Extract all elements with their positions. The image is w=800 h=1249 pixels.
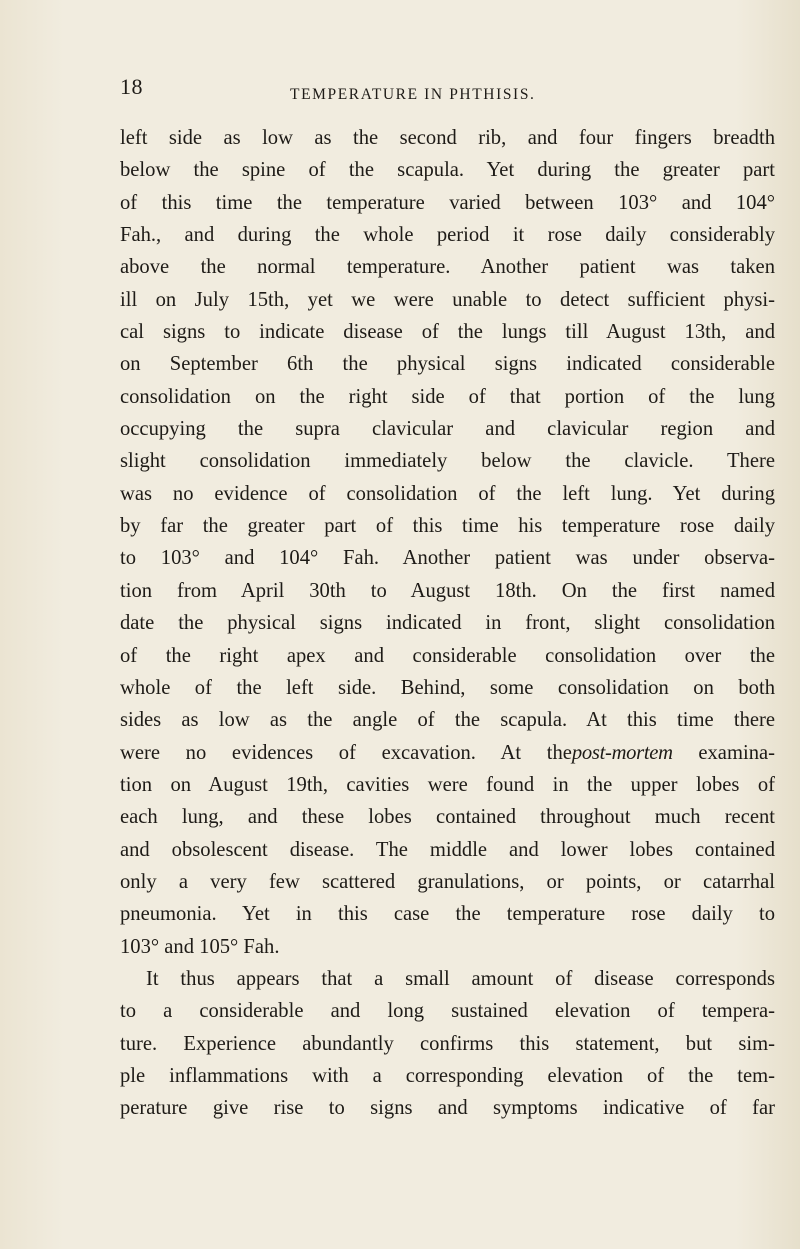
text-line: and obsolescent disease. The middle and lower lobes contained xyxy=(120,838,775,861)
text-line: 103° and 105° Fah. xyxy=(120,935,280,958)
running-head: TEMPERATURE IN PHTHISIS. xyxy=(290,86,536,103)
text-segment: examina- xyxy=(698,741,775,764)
text-line: by far the greater part of this time his temperature rose daily xyxy=(120,515,775,538)
text-line: ture. Experience abundantly confirms this statement, but sim- xyxy=(120,1032,775,1055)
text-line: to a considerable and long sustained elevation of tempera- xyxy=(120,1000,775,1023)
text-line: slight consolidation immediately below the clavicle. There xyxy=(120,450,775,473)
italic-term: post-mortem xyxy=(571,741,673,764)
text-line: Fah., and during the whole period it rose daily considerably xyxy=(120,224,775,247)
text-line: ple inflammations with a corresponding elevation of the tem- xyxy=(120,1064,775,1087)
text-line: sides as low as the angle of the scapula. At this time there xyxy=(120,709,775,732)
text-line: tion from April 30th to August 18th. On the first named xyxy=(120,579,775,602)
text-line: each lung, and these lobes contained throughout much recent xyxy=(120,806,775,829)
text-line: whole of the left side. Behind, some consolidation on both xyxy=(120,676,775,699)
text-line: above the normal temperature. Another patient was taken xyxy=(120,256,775,279)
body-text xyxy=(120,122,775,1125)
text-line: pneumonia. Yet in this case the temperature rose daily to xyxy=(120,903,775,926)
page-number: 18 xyxy=(120,74,143,99)
text-line: was no evidence of consolidation of the left lung. Yet during xyxy=(120,482,775,505)
text-line: cal signs to indicate disease of the lungs till August 13th, and xyxy=(120,321,775,344)
text-line: perature give rise to signs and symptoms indicative of far xyxy=(120,1097,775,1120)
text-line: consolidation on the right side of that portion of the lung xyxy=(120,385,775,408)
text-line: occupying the supra clavicular and clavicular region and xyxy=(120,418,775,441)
text-line: to 103° and 104° Fah. Another patient was under observa- xyxy=(120,547,775,570)
text-line: ill on July 15th, yet we were unable to detect sufficient physi- xyxy=(120,288,775,311)
text-line-with-italic xyxy=(120,737,775,769)
text-line: tion on August 19th, cavities were found in the upper lobes of xyxy=(120,773,775,796)
text-line: on September 6th the physical signs indicated considerable xyxy=(120,353,775,376)
text-line: below the spine of the scapula. Yet during the greater part xyxy=(120,159,775,182)
text-segment: At the xyxy=(500,741,572,764)
text-line: of this time the temperature varied between 103° and 104° xyxy=(120,191,775,214)
text-line: left side as low as the second rib, and four fingers breadth xyxy=(120,127,775,149)
page-header xyxy=(120,74,780,104)
text-line: date the physical signs indicated in front, slight consolidation xyxy=(120,612,775,635)
text-segment: were no evidences of excavation. xyxy=(120,741,476,764)
text-line: of the right apex and considerable consolidation over the xyxy=(120,644,775,667)
text-line: It thus appears that a small amount of disease corresponds xyxy=(146,967,775,990)
text-line: only a very few scattered granulations, or points, or catarrhal xyxy=(120,870,775,893)
